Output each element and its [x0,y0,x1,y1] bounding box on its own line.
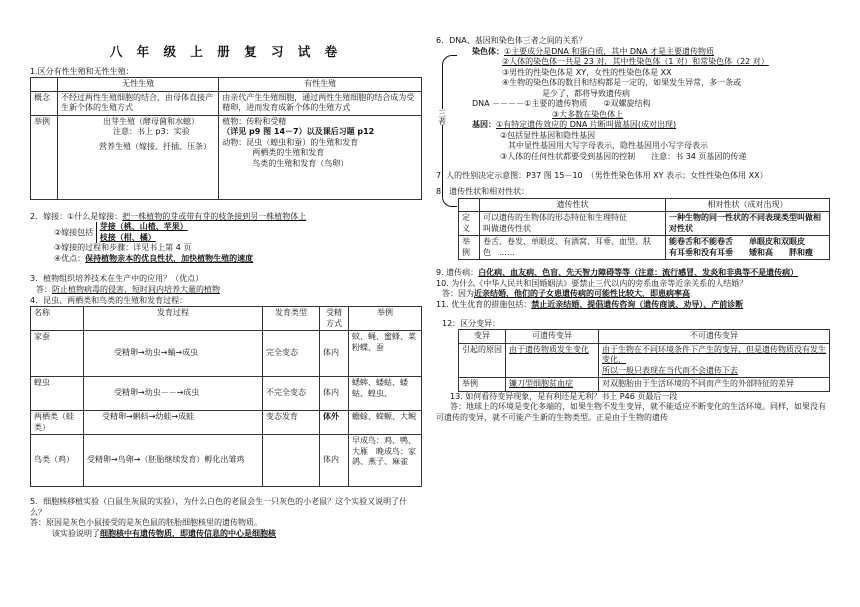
dna-gene-chromosome-block [436,47,832,163]
q2-answer: 把一株植物的芽或带有芽的枝条接到另一株植物体上 [122,211,307,221]
asexual-concept: 不经过两性生殖细胞的结合，由母体直接产生新个体的生殖方式 [58,91,219,115]
gene-line: ③人体的任何性状都要受到基因的控制 注意：书 34 页基因的传递 [500,152,747,162]
table-cell: 不完全变态 [263,377,320,411]
table-cell: 蝗虫 [31,377,84,411]
q10-line1: 10. 为什么《中华人民共和国婚姻法》要禁止三代以内的旁系血亲等近亲关系的人结婚？ [436,278,748,288]
chromosome-line: ②人体的染色体一共是 23 对，其中性染色体（1 对）和常染色体（22 对） [502,57,769,67]
dev-header: 名称 [31,307,84,331]
nonheritable-example: 对双胞胎由于生活环境的不同而产生的外部特征的差异 [599,378,830,392]
table-cell: 两栖类（蛙类） [31,411,84,435]
reproduction-table [30,77,422,200]
development-table [30,306,422,487]
example-line: 出芽生殖（酵母菌和水螅） [103,116,199,126]
sexual-concept: 由亲代产生生殖细胞，通过两性生殖细胞的结合成为受精卵，进而发育成新个体的生殖方式 [219,91,422,115]
brace-outline [442,55,457,207]
col-heritable-trait: 遗传性状 [480,198,666,212]
heritable-examples: 卷舌、卷发、单眼皮、有酒窝、耳垂、血型、肤色 …… [480,236,666,260]
q5-conclusion: 细胞核中有遗传物质，即遗传信息的中心是细胞核 [100,528,276,538]
table-cell: 蟋蟀、蝼蛄、蝼蛄、蝗虫、 [349,377,422,411]
table-cell: 受精卵→幼虫→蛹→成虫 [84,331,263,377]
q2-line3: ③嫁接的过程和步骤：详见书上第 4 页 [54,243,192,253]
dna-line: DNA －－－－①主要的遗传物质 ②双螺旋结构 [472,99,651,109]
q2-line1: 2．嫁接：①什么是嫁接：把一株植物的芽或带有芽的枝条接到另一株植物体上 [30,211,307,221]
example-line: 鸟类的生殖和发育（鸟卵） [252,158,349,168]
q10-line2: 答：因为近亲结婚，他们的子女患遗传病的可能性比较大，即患病率高 [442,289,690,299]
col-relative-trait: 相对性状（成对出现） [666,198,830,212]
q3-answer: 防止植物病毒的侵害，短时间内培养大量的植物 [52,284,220,294]
sexual-examples [219,115,422,199]
dna-line: ③大多数在染色体上 [552,109,624,119]
example-line: 动物：昆虫（蝗虫和蚕）的生殖和发育 [222,137,359,147]
q1-heading: 1.区分有性生殖和无性生殖： [30,66,134,76]
right-column [436,36,832,424]
row-cause-label: 引起的原因 [459,343,506,378]
q2-line4: ④优点：保持植物亲本的优良性状，加快植物生殖的速度 [54,253,254,263]
heritable-definition: 可以遗传的生物体的形态特征和生理特征 叫做遗传性状 [480,212,666,236]
table-cell: 受精卵→蝌蚪→幼蛙→成蛙 [84,411,263,435]
table-cell [263,435,320,487]
dev-header: 举例 [349,307,422,331]
example-line: 两栖类的生殖和发育 [252,148,325,158]
q13-line2: 答：地球上的环境是变化多端的，如果生物不发生变异，就不能适应不断变化的生活环境。同样，如果没有可遗传的变异，就不可能产生新的生物类型。正是由于生物的遗传 [436,402,826,422]
table-cell: 受精卵→幼虫－－→成虫 [84,377,263,411]
row-example-label: 举例 [31,115,58,199]
q12-heading: 12：区分变异： [442,318,501,328]
page-title: 八 年 级 上 册 复 习 试 卷 [109,44,343,59]
table-cell: 受精卵→鸟卵→（胚胎继续发育）孵化出雏鸡 [84,435,263,487]
row-example-label: 举例 [459,236,480,260]
variation-table [458,329,830,392]
gene-line: 基因：①有特定遗传效应的 DNA 片断叫做基因(成对出现) [472,120,677,130]
q7-line1: 7. 人的性别决定示意图：P37 图 15－10 （男性性染色体用 XY 表示；女性性染色体用 XX） [436,170,768,180]
example-line: （详见 p9 图 14－7）以及课后习题 p12 [222,127,375,137]
dev-header: 发育类型 [263,307,320,331]
dev-header: 受精方式 [320,307,349,331]
table-corner [31,78,58,92]
q6-heading: 6．DNA、基因和染色体三者之间的关系？ [436,36,587,45]
col-heritable-variation: 可遗传变异 [506,330,599,344]
q9-answer: 白化病、血友病、色盲、先天智力障碍等等（注意：流行感冒、发炎和非典等不是遗传病） [478,268,799,278]
gene-line: 其中显性基因用大写字母表示，隐性基因用小写字母表示 [508,141,708,151]
q2-line2: ②嫁接包括 [54,227,94,237]
row-definition-label: 定义 [459,212,480,236]
q3-line1: 3．植物组织培养技术在生产中的应用？（优点） [30,274,204,284]
example-line: 植物：传粉和受精 [222,116,287,126]
left-column [30,0,422,539]
chromosome-line: 染色体：①主要成分是DNA 和蛋白质，其中 DNA 才是主要遗传物质 [472,46,715,56]
table-cell: 家蚕 [31,331,84,377]
table-cell: 体外 [320,411,349,435]
table-cell: 体内 [320,377,349,411]
table-cell: 体内 [320,435,349,487]
relation-label: 三者 [437,108,447,125]
chromosome-line: 是少了，都将导致遗传病 [542,88,630,98]
bud-grafting: 芽接（桃、山楂、苹果） [99,222,188,232]
col-asexual: 无性生殖 [58,78,219,92]
table-cell: 鸟类（鸡） [31,435,84,487]
table-cell: 完全变态 [263,331,320,377]
col-variation: 变异 [459,330,506,344]
table-cell: 变态发育 [263,411,320,435]
table-cell: 蚊、蝇、蜜蜂、菜粉蝶、蚕 [349,331,422,377]
traits-table [458,198,830,261]
heritable-example: 镰刀型细胞贫血症 [506,378,599,392]
q5-line2: 答：原因是灰色小鼠接受的是灰色鼠的胚胎细胞核里的遗传物质。 [30,518,262,528]
q3-line2: 答：防止植物病毒的侵害，短时间内培养大量的植物 [36,284,220,294]
q8-heading: 8．遗传性状和相对性状： [436,187,530,197]
example-line: 营养生殖（嫁接、扦插、压条） [99,141,211,151]
dev-header: 发育过程 [84,307,263,331]
q5-line3: 该实验说明了细胞核中有遗传物质，即遗传信息的中心是细胞核 [52,528,276,538]
gene-line: ②包括显性基因和隐性基因 [500,130,596,140]
q10-answer: 近亲结婚，他们的子女患遗传病的可能性比较大，即患病率高 [474,289,690,299]
nonheritable-cause: 由于生物在不同环境条件下产生的变异，但是遗传物质没有发生变化， 所以一般只表现在当代而不会遗传下去 [599,343,830,378]
row-concept-label: 概念 [31,91,58,115]
row-example-label: 举例 [459,378,506,392]
q13-line1: 13. 如何看待变异现象，是有利还是无利？书上 P46 页最后一段 [450,391,678,401]
q11-line: 11. 优生优育的措施包括：禁止近亲结婚、提倡遗传咨询（遗传商谈、劝导）、产前诊断 [436,300,744,310]
table-cell: 体内 [320,331,349,377]
table-cell: 蟾蜍、蝾螈、大鲵 [349,411,422,435]
q11-answer: 禁止近亲结婚、提倡遗传咨询（遗传商谈、劝导）、产前诊断 [531,300,744,310]
relative-examples: 能卷舌和不能卷舌 单眼皮和双眼皮 有耳垂和没有耳垂 矮和高 胖和瘦 [666,236,830,260]
q4-heading: 4．昆虫、两栖类和鸟类的生殖和发育过程： [30,295,188,305]
chromosome-line: ③男性的性染色体是 XY，女性的性染色体是 XX [502,67,672,77]
heritable-cause: 由于遗传物质发生变化 [506,343,599,378]
grafting-types [30,222,422,243]
col-sexual: 有性生殖 [219,78,422,92]
table-corner [459,198,480,212]
q2-advantage: 保持植物亲本的优良性状，加快植物生殖的速度 [85,253,254,263]
branch-grafting: 枝接（柑、橘） [99,232,156,242]
example-line: 注意：书上 p3：实验 [113,127,190,137]
relative-definition: 一种生物的同一性状的不同表现类型叫做相对性状 [666,212,830,236]
chromosome-line: ④生物的染色体的数目和结构都是一定的，如果发生异常，多一条或 [502,78,742,88]
table-cell: 早成鸟：鸡、鸭、大雁 晚成鸟：家鸽、燕子、麻雀 [349,435,422,487]
q9-line: 9. 遗传病：白化病、血友病、色盲、先天智力障碍等等（注意：流行感冒、发炎和非典等不是遗传病） [436,268,799,278]
q5-line1: 5．细胞核移植实验（白鼠生灰鼠的实验），为什么白色的老鼠会生一只灰色的小老鼠？这个实验又说明了什么？ [30,497,408,517]
asexual-examples [58,115,219,199]
col-nonheritable-variation: 不可遗传变异 [599,330,830,344]
